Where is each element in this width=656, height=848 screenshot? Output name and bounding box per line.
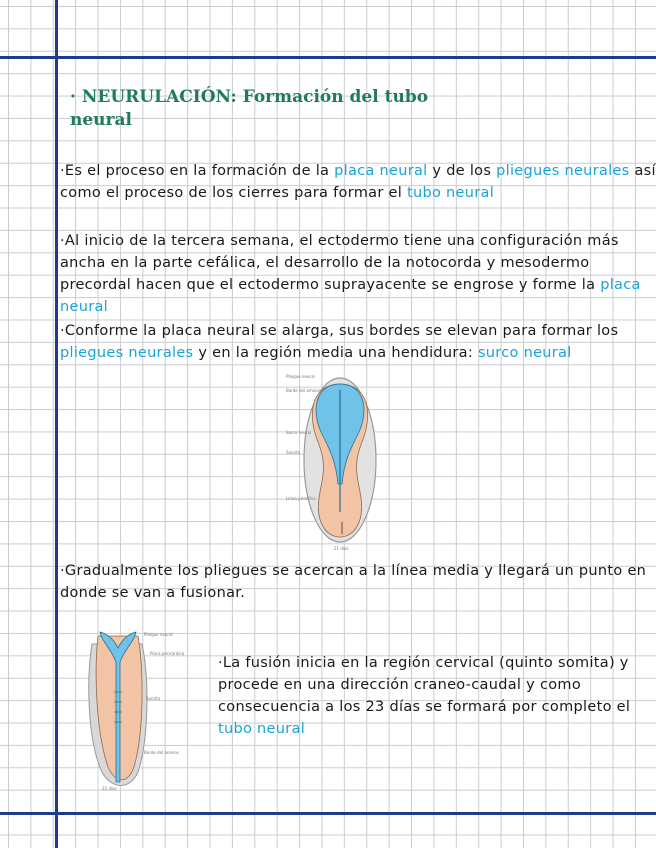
top-rule	[0, 56, 656, 59]
p5-highlight-tubo-neural: tubo neural	[218, 721, 306, 737]
fig2-label-somita: Somita	[146, 696, 161, 701]
fig2-caption: 22 días	[102, 786, 117, 791]
fig1-caption: 21 días	[334, 546, 349, 551]
p5-text-1: La fusión inicia en la región cervical (quinto somita) y procede en una dirección craneo-caudal y como consecuencia a los 23 días se formará por completo el	[218, 655, 631, 715]
fig2-label-placa: Placa pericárdica	[150, 651, 185, 656]
fig1-label-linea: Línea primitiva	[286, 496, 316, 501]
margin-line	[55, 0, 58, 848]
p1-highlight-placa-neural: placa neural	[334, 163, 428, 179]
fig1-label-amnios: Borde del amnios	[286, 388, 321, 393]
p1-highlight-tubo-neural: tubo neural	[406, 185, 495, 201]
fig1-label-somita: Somita	[286, 450, 301, 455]
p1-text-1: Es el proceso en la formación de la	[64, 163, 335, 179]
p2-highlight-placa-neural: placa neural	[60, 277, 641, 315]
fig1-label-surco: Surco neural	[286, 430, 312, 435]
p2-text-1: Al inicio de la tercera semana, el ectodermo tiene una configuración más ancha en la parte cefálica, el desarrollo de la notocorda y mesodermo precordal hacen que el ectodermo suprayacente se engrose y forme la	[60, 233, 619, 293]
p3-highlight-surco-neural: surco neural	[477, 345, 572, 361]
p4-text-1: Gradualmente los pliegues se acercan a la línea media y llegará un punto en donde se van a fusionar.	[60, 563, 647, 601]
paragraph-5: ·La fusión inicia en la región cervical (quinto somita) y procede en una dirección craneo-caudal y como consecuencia a los 23 días se formará por completo el tubo neural	[218, 655, 631, 737]
fig2-label-amnios: Borde del amnios	[144, 750, 179, 755]
page-title: · NEURULACIÓN: Formación del tubo neural	[70, 87, 429, 130]
neural-fold-fusion-illustration	[78, 622, 208, 794]
p1-text-2: y de los	[427, 163, 497, 179]
neural-plate-illustration	[282, 372, 392, 552]
bottom-rule	[0, 812, 656, 815]
p3-text-2: y en la región media una hendidura:	[193, 345, 478, 361]
p3-highlight-pliegues-neurales: pliegues neurales	[60, 345, 194, 361]
p3-text-1: Conforme la placa neural se alarga, sus bordes se elevan para formar los	[64, 323, 619, 339]
title-text: NEURULACIÓN: Formación del tubo neural	[70, 87, 429, 130]
paragraph-4: ·Gradualmente los pliegues se acercan a la línea media y llegará un punto en donde se van a fusionar.	[60, 563, 647, 601]
paragraph-2: ·Al inicio de la tercera semana, el ectodermo tiene una configuración más ancha en la parte cefálica, el desarrollo de la notocorda y mesodermo precordal hacen que el ectodermo suprayacente se engrose y forme la placa neural	[60, 233, 641, 315]
fig2-label-pliegue: Pliegue neural	[144, 632, 173, 637]
fig1-label-pliegue: Pliegue neural	[286, 374, 315, 379]
p1-highlight-pliegues-neurales: pliegues neurales	[496, 163, 630, 179]
paragraph-3: ·Conforme la placa neural se alarga, sus bordes se elevan para formar los pliegues neurales y en la región media una hendidura: surco neural	[60, 323, 619, 361]
p1-text-3: así como el proceso de los cierres para formar el	[60, 163, 656, 201]
paragraph-1: ·Es el proceso en la formación de la placa neural y de los pliegues neurales así como el proceso de los cierres para formar el tubo neural	[60, 163, 656, 201]
